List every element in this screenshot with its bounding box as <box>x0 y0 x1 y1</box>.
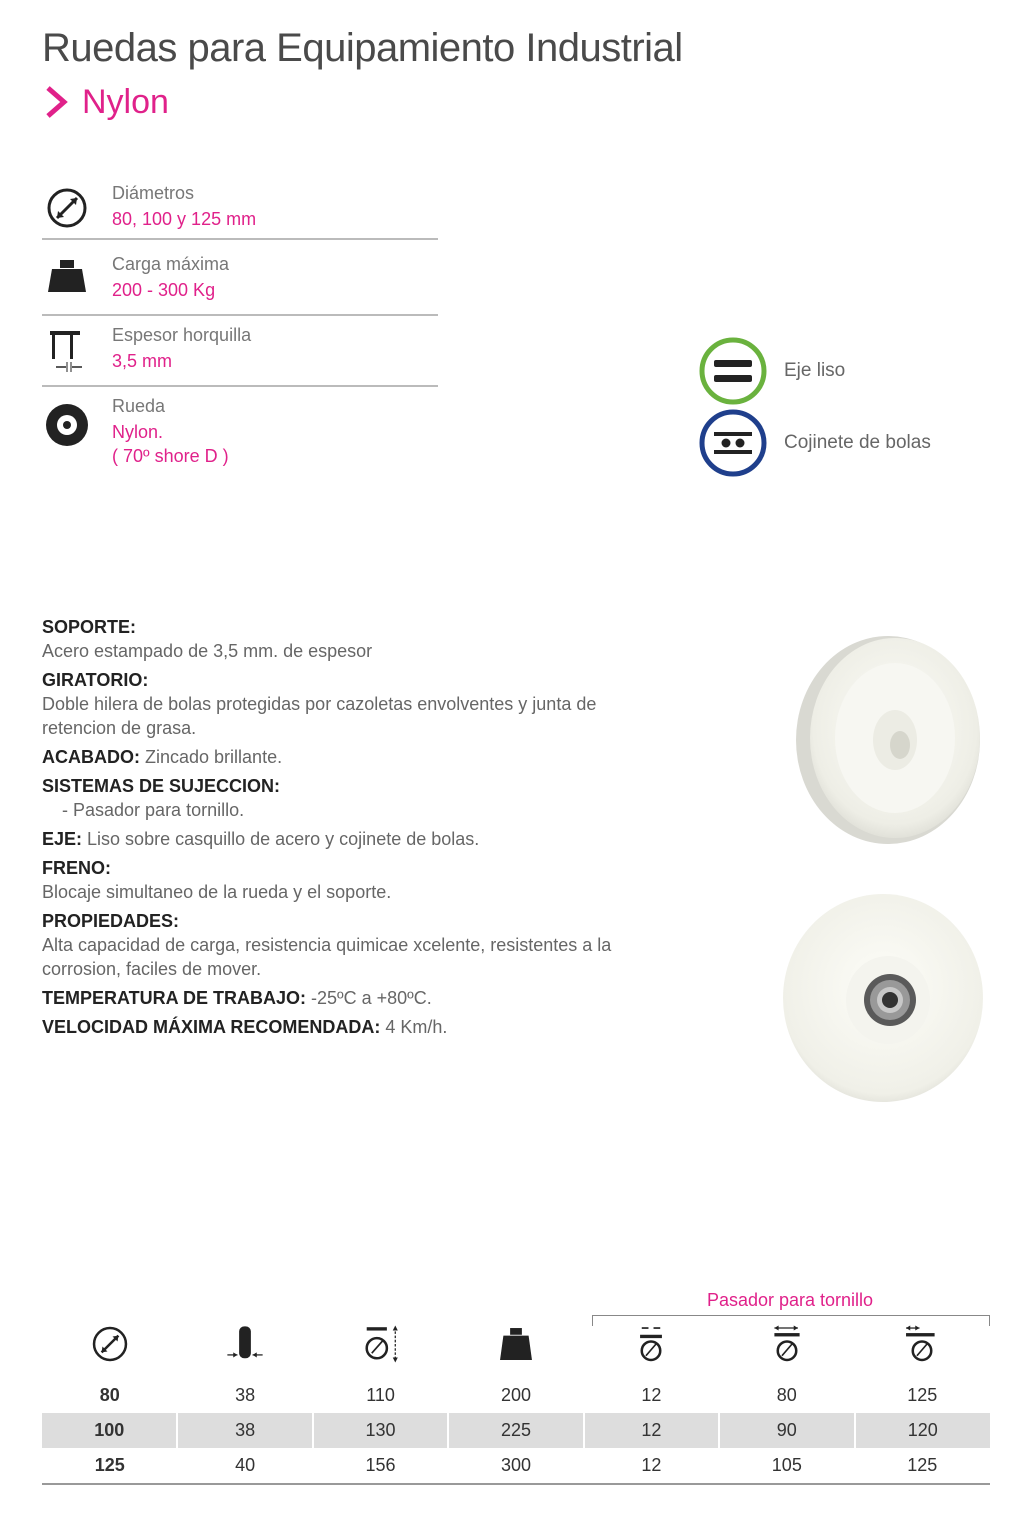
table-header-row <box>42 1314 990 1378</box>
table-cell: 12 <box>584 1448 719 1484</box>
table-cell: 80 <box>99 1385 120 1405</box>
legend-plain-axle <box>698 336 845 406</box>
col-offset <box>855 1314 990 1378</box>
spec-value: 200 - 300 Kg <box>112 280 216 300</box>
desc-text: Zincado brillante. <box>140 747 283 767</box>
desc-item <box>42 615 662 663</box>
product-description <box>42 615 662 1044</box>
dimensions-table <box>42 1314 990 1485</box>
offset-icon <box>901 1323 943 1365</box>
page-title: Ruedas para Equipamiento Industrial <box>42 26 683 70</box>
table-cell: 12 <box>641 1385 662 1405</box>
table-cell: 125 <box>42 1448 177 1484</box>
desc-text: - Pasador para tornillo. <box>42 800 245 820</box>
fork-thickness-icon <box>42 325 92 375</box>
desc-item <box>42 909 662 981</box>
col-diameter <box>42 1314 177 1378</box>
ball-bearing-icon <box>698 408 768 478</box>
desc-title: SISTEMAS DE SUJECCION: <box>42 776 281 796</box>
desc-title: TEMPERATURA DE TRABAJO: <box>42 988 306 1008</box>
table-cell: 38 <box>177 1413 312 1448</box>
desc-title: GIRATORIO: <box>42 670 149 690</box>
desc-item <box>42 1015 662 1039</box>
table-cell: 130 <box>313 1413 448 1448</box>
col-pin-length <box>719 1314 854 1378</box>
table-row <box>42 1413 990 1448</box>
desc-title: VELOCIDAD MÁXIMA RECOMENDADA: <box>42 1017 381 1037</box>
wheel-icon <box>42 400 92 450</box>
table-row <box>42 1378 990 1413</box>
spec-label: Diámetros <box>112 183 195 203</box>
spec-value: Nylon. ( 70º shore D ) <box>112 422 229 466</box>
table-cell: 110 <box>366 1385 395 1405</box>
spec-value: 3,5 mm <box>112 351 173 371</box>
table-cell: 12 <box>584 1413 719 1448</box>
weight-icon <box>495 1323 537 1365</box>
wheel-photo-side <box>770 630 990 850</box>
desc-text: Doble hilera de bolas protegidas por cazoletas envolventes y junta de retencion de grasa. <box>42 694 597 738</box>
pin-group-header: Pasador para tornillo <box>706 1290 874 1310</box>
spec-fork-thickness <box>42 325 438 387</box>
spec-label: Rueda <box>112 396 166 416</box>
spec-diameter <box>42 183 438 240</box>
desc-item <box>42 668 662 740</box>
table-cell: 100 <box>42 1413 177 1448</box>
diameter-icon <box>42 183 92 233</box>
table-row <box>42 1448 990 1484</box>
desc-title: FRENO: <box>42 858 111 878</box>
weight-icon <box>42 254 92 304</box>
desc-item <box>42 745 662 769</box>
legend-ball-bearing <box>698 408 931 478</box>
table-cell: 40 <box>177 1448 312 1484</box>
table-cell: 200 <box>500 1385 531 1405</box>
page-subtitle <box>42 82 169 122</box>
desc-item <box>42 827 662 851</box>
subtitle-text: Nylon <box>82 82 169 121</box>
chevron-right-icon <box>42 82 72 122</box>
desc-item <box>42 986 662 1010</box>
desc-title: PROPIEDADES: <box>42 911 180 931</box>
wheel-width-icon <box>224 1323 266 1365</box>
table-cell: 80 <box>776 1385 797 1405</box>
desc-text: 4 Km/h. <box>380 1017 448 1037</box>
col-load <box>448 1314 583 1378</box>
plain-axle-icon <box>698 336 768 406</box>
table-cell: 90 <box>719 1413 854 1448</box>
desc-text: Liso sobre casquillo de acero y cojinete de bolas. <box>82 829 480 849</box>
desc-text: Acero estampado de 3,5 mm. de espesor <box>42 641 373 661</box>
col-wheel-width <box>177 1314 312 1378</box>
desc-title: EJE: <box>42 829 83 849</box>
table-cell: 120 <box>855 1413 990 1448</box>
table-cell: 105 <box>719 1448 854 1484</box>
col-pin-diameter <box>584 1314 719 1378</box>
table-cell: 125 <box>855 1448 990 1484</box>
spec-label: Carga máxima <box>112 254 230 274</box>
pin-length-icon <box>766 1323 808 1365</box>
legend-label: Eje liso <box>784 360 846 381</box>
desc-text: -25ºC a +80ºC. <box>306 988 432 1008</box>
wheel-photo-front <box>780 890 990 1105</box>
spec-label: Espesor horquilla <box>112 325 252 345</box>
diameter-icon <box>89 1323 131 1365</box>
legend-label: Cojinete de bolas <box>784 432 931 453</box>
pin-diameter-icon <box>630 1323 672 1365</box>
desc-item <box>42 856 662 904</box>
table-cell: 225 <box>448 1413 583 1448</box>
table-cell: 156 <box>313 1448 448 1484</box>
table-cell: 125 <box>907 1385 938 1405</box>
col-height <box>313 1314 448 1378</box>
desc-text: Blocaje simultaneo de la rueda y el soporte. <box>42 882 392 902</box>
spec-wheel <box>42 396 438 476</box>
spec-load <box>42 254 438 316</box>
table-cell: 300 <box>448 1448 583 1484</box>
desc-title: SOPORTE: <box>42 617 137 637</box>
desc-item <box>42 774 662 822</box>
desc-title: ACABADO: <box>42 747 140 767</box>
desc-text: Alta capacidad de carga, resistencia quimicae xcelente, resistentes a la corrosion, faciles de mover. <box>42 935 612 979</box>
height-icon <box>360 1323 402 1365</box>
spec-value: 80, 100 y 125 mm <box>112 209 257 229</box>
table-cell: 38 <box>235 1385 256 1405</box>
